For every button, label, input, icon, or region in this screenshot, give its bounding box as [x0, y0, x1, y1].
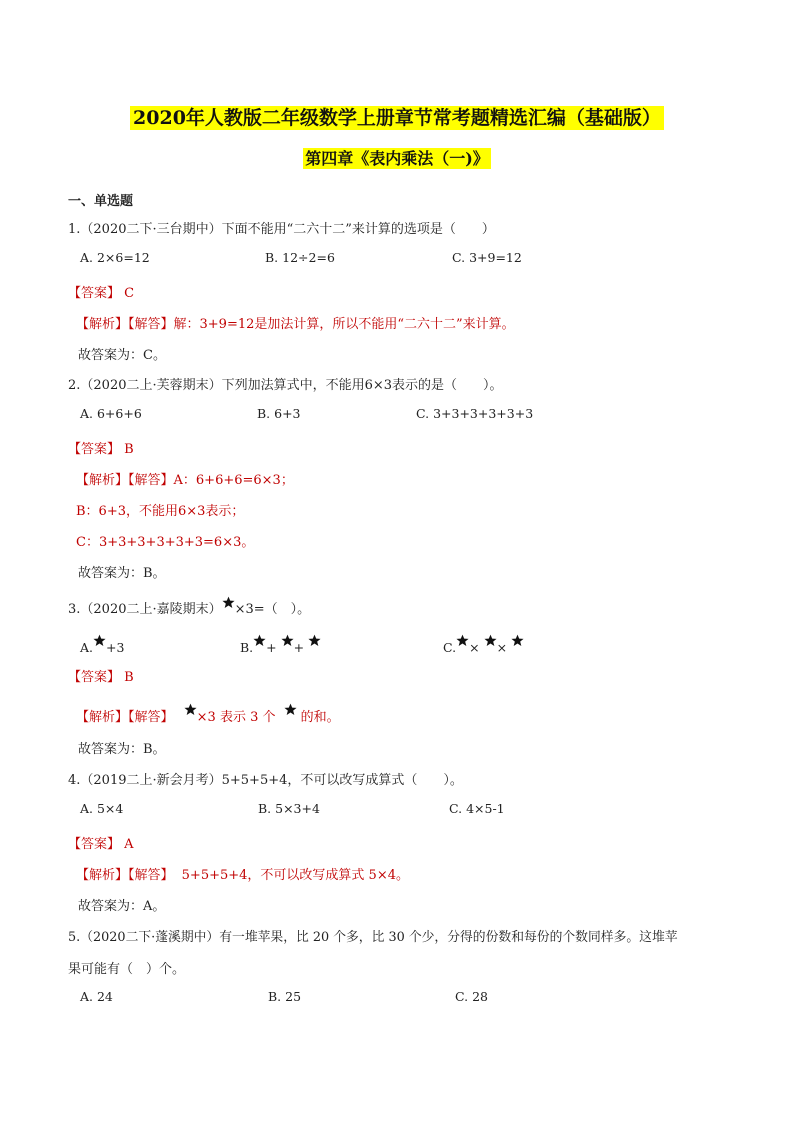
question-2-analysis-line-c: C：3+3+3+3+3+3=6×3。 [76, 535, 255, 550]
question-1-analysis [76, 313, 515, 332]
page-title-text: 2020年人教版二年级数学上册章节常考题精选汇编（基础版） [130, 106, 664, 130]
page-title [0, 103, 794, 130]
question-2-conclusion: 故答案为：B。 [78, 566, 166, 581]
question-2-option-a: A. 6+6+6 [80, 406, 142, 421]
chapter-subtitle-text: 第四章《表内乘法（一)》 [305, 149, 489, 168]
answer-tag: 【答案】 [68, 286, 121, 301]
question-5-option-b: B. 25 [268, 989, 302, 1004]
question-4-conclusion: 故答案为：A。 [78, 899, 166, 914]
question-1-stem: 1.（2020二下·三台期中）下面不能用“二六十二”来计算的选项是（ ） [68, 222, 495, 237]
analysis-tag: 【解析】【解答】 [76, 473, 174, 488]
question-3-stem-prefix: 3.（2020二上·嘉陵期末） [68, 602, 222, 617]
question-3-stem [68, 596, 310, 617]
question-2-answer [68, 438, 134, 457]
analysis-text-2: 的和。 [300, 710, 340, 725]
analysis-tag: 【解析】【解答】 [76, 868, 174, 883]
star-icon [511, 634, 524, 647]
option-b-plus-2: + [293, 640, 305, 655]
option-b-letter: B. [240, 640, 254, 655]
option-c-times-1: × [469, 640, 480, 655]
star-icon [284, 703, 297, 716]
question-2-option-c: C. 3+3+3+3+3+3 [416, 406, 534, 421]
question-2-analysis-line-b: B：6+3，不能用6×3表示； [76, 504, 245, 519]
option-a-letter: A. [80, 640, 94, 655]
question-2-stem: 2.（2020二上·芙蓉期末）下列加法算式中，不能用6×3表示的是（ ）。 [68, 378, 503, 393]
analysis-tag: 【解析】【解答】 [76, 317, 174, 332]
question-4-option-b: B. 5×3+4 [258, 801, 320, 816]
analysis-text-1: ×3 表示 3 个 [196, 710, 276, 725]
question-3-option-b [240, 634, 321, 655]
question-4-option-a: A. 5×4 [80, 801, 124, 816]
option-c-letter: C. [443, 640, 457, 655]
option-b-plus-1: + [266, 640, 277, 655]
question-1-answer [68, 282, 134, 301]
question-1-option-b: B. 12÷2=6 [265, 250, 335, 265]
question-3-option-c [443, 634, 524, 655]
answer-value: A [124, 837, 134, 852]
star-icon [456, 634, 469, 647]
answer-tag: 【答案】 [68, 670, 121, 685]
star-icon [93, 634, 106, 647]
star-icon [253, 634, 266, 647]
question-3-conclusion: 故答案为：B。 [78, 742, 166, 757]
option-c-times-2: × [496, 640, 508, 655]
answer-value: B [124, 670, 134, 685]
analysis-tag: 【解析】【解答】 [76, 710, 174, 725]
star-icon [281, 634, 294, 647]
question-3-option-a [80, 634, 124, 655]
star-icon [222, 596, 235, 609]
question-3-analysis [76, 703, 340, 725]
option-a-text: +3 [106, 640, 125, 655]
star-icon [484, 634, 497, 647]
question-5-option-a: A. 24 [80, 989, 113, 1004]
chapter-subtitle [0, 146, 794, 169]
question-1-conclusion: 故答案为：C。 [78, 348, 166, 363]
question-2-option-b: B. 6+3 [257, 406, 301, 421]
star-icon [184, 703, 197, 716]
answer-value: B [124, 442, 134, 457]
analysis-line: 5+5+5+4，不可以改写成算式 5×4。 [181, 868, 409, 883]
question-4-analysis [76, 864, 409, 883]
answer-tag: 【答案】 [68, 442, 121, 457]
question-3-answer [68, 666, 134, 685]
section-heading: 一、单选题 [68, 194, 134, 209]
question-5-stem-line-2: 果可能有（ ）个。 [68, 962, 186, 977]
answer-value: C [124, 286, 135, 301]
question-1-option-a: A. 2×6=12 [80, 250, 150, 265]
question-5-option-c: C. 28 [455, 989, 488, 1004]
question-2-analysis [76, 469, 294, 488]
question-1-option-c: C. 3+9=12 [452, 250, 522, 265]
question-3-stem-suffix: ×3=（ ）。 [234, 602, 311, 617]
question-4-answer [68, 833, 134, 852]
star-icon [308, 634, 321, 647]
question-5-stem: 5.（2020二下·蓬溪期中）有一堆苹果，比 20 个多，比 30 个少，分得的份数和每份的个数同样多。这堆苹 [68, 930, 678, 945]
analysis-line: A：6+6+6=6×3； [173, 473, 294, 488]
question-4-option-c: C. 4×5-1 [449, 801, 505, 816]
answer-tag: 【答案】 [68, 837, 121, 852]
analysis-line: 解：3+9=12是加法计算，所以不能用“二六十二”来计算。 [173, 317, 515, 332]
question-4-stem: 4.（2019二上·新会月考）5+5+5+4，不可以改写成算式（ ）。 [68, 773, 463, 788]
